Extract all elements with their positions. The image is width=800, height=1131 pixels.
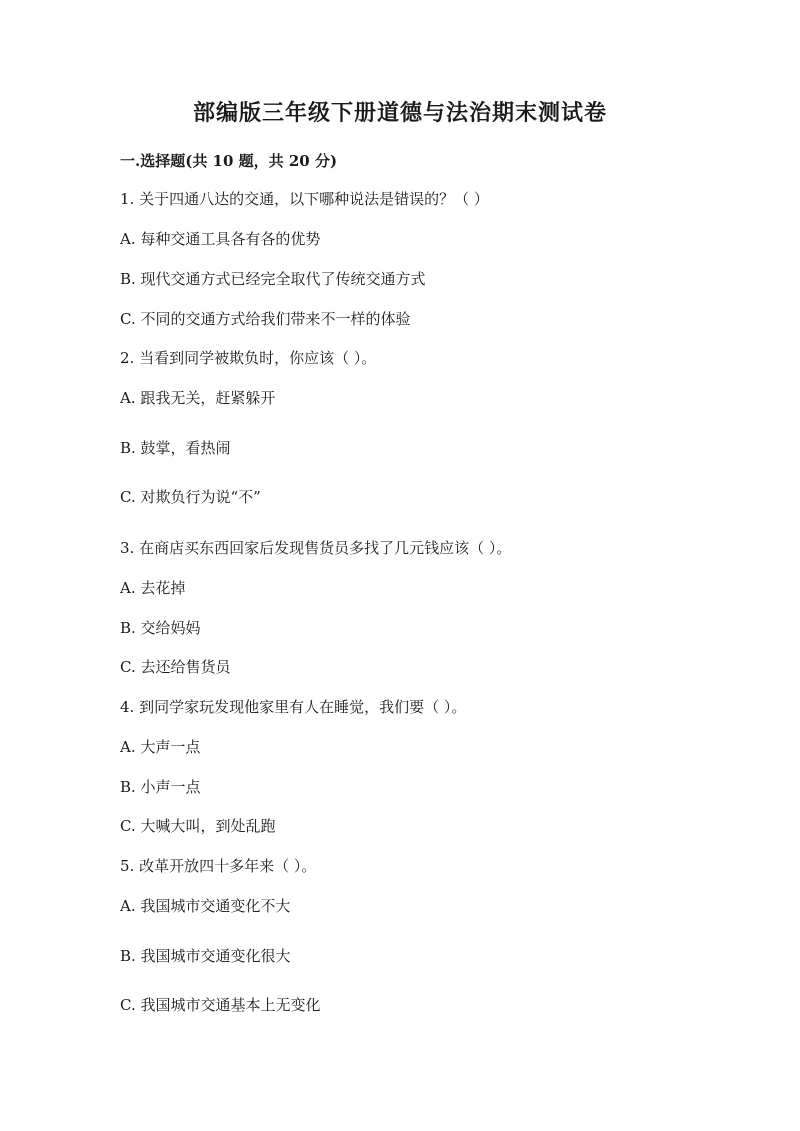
page-title: 部编版三年级下册道德与法治期末测试卷 [192,100,607,126]
question-4-option-a: A. 大声一点 [120,738,201,756]
question-3-option-b: B. 交给妈妈 [120,619,201,637]
question-1-stem: 1. 关于四通八达的交通，以下哪种说法是错误的？（ ） [120,190,489,208]
question-2-stem: 2. 当看到同学被欺负时，你应该（ ）。 [120,349,377,367]
question-2-option-a: A. 跟我无关，赶紧躲开 [120,389,276,407]
question-5-option-a: A. 我国城市交通变化不大 [120,897,291,915]
question-5-option-b: B. 我国城市交通变化很大 [120,947,291,965]
question-1-option-c: C. 不同的交通方式给我们带来不一样的体验 [120,310,411,328]
question-4-stem: 4. 到同学家玩发现他家里有人在睡觉，我们要（ ）。 [120,698,467,716]
question-2-option-c: C. 对欺负行为说“不” [120,488,261,506]
question-1-option-b: B. 现代交通方式已经完全取代了传统交通方式 [120,270,426,288]
question-3-option-a: A. 去花掉 [120,579,186,597]
question-5-option-c: C. 我国城市交通基本上无变化 [120,996,321,1014]
question-3-option-c: C. 去还给售货员 [120,658,231,676]
question-4-option-c: C. 大喊大叫，到处乱跑 [120,817,276,835]
question-4-option-b: B. 小声一点 [120,778,201,796]
question-3-stem: 3. 在商店买东西回家后发现售货员多找了几元钱应该（ ）。 [120,539,512,557]
question-2-option-b: B. 鼓掌，看热闹 [120,439,231,457]
section-heading: 一.选择题(共 10 题，共 20 分) [120,152,338,170]
question-1-option-a: A. 每种交通工具各有各的优势 [120,230,321,248]
question-5-stem: 5. 改革开放四十多年来（ ）。 [120,857,317,875]
